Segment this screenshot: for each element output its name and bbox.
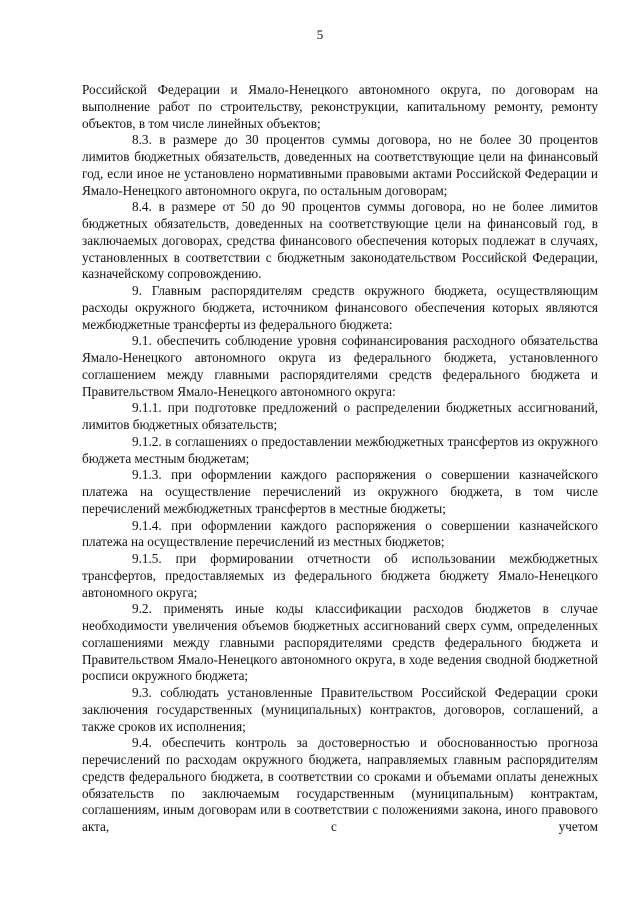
paragraph-9-1-4: 9.1.4. при оформлении каждого распоряжения о совершении казначейского платежа на осуществление перечислений из местных бюджетов;: [82, 517, 598, 550]
paragraph-9-2: 9.2. применять иные коды классификации расходов бюджетов в случае необходимости увеличения объемов бюджетных ассигнований сверх сумм, определенных соглашениями между главными распорядителями средств федерального бюджета и Правительством Ямало-Ненецкого автономного округа, в ходе ведения сводной бюджетной росписи окружного бюджета;: [82, 601, 598, 684]
paragraph-8-4: 8.4. в размере от 50 до 90 процентов суммы договора, но не более лимитов бюджетных обязательств, доведенных на соответствующие цели на финансовый год, в заключаемых договорах, средства финансового обеспечения которых подлежат в случаях, установленных в соответствии с бюджетным законодательством Российской Федерации, казначейскому сопровождению.: [82, 199, 598, 282]
paragraph-9-1-5: 9.1.5. при формировании отчетности об использовании межбюджетных трансфертов, предоставляемых из федерального бюджета бюджету Ямало-Ненецкого автономного округа;: [82, 551, 598, 600]
paragraph-9-3: 9.3. соблюдать установленные Правительством Российской Федерации сроки заключения государственных (муниципальных) контрактов, договоров, соглашений, а также сроков их исполнения;: [82, 685, 598, 734]
paragraph-9: 9. Главным распорядителям средств окружного бюджета, осуществляющим расходы окружного бюджета, источником финансового обеспечения которых являются межбюджетные трансферты из федерального бюджета:: [82, 283, 598, 332]
paragraph-9-1-2: 9.1.2. в соглашениях о предоставлении межбюджетных трансфертов из окружного бюджета местным бюджетам;: [82, 433, 598, 466]
paragraph-9-1-3: 9.1.3. при оформлении каждого распоряжения о совершении казначейского платежа на осуществление перечислений из окружного бюджета, в том числе перечислений межбюджетных трансфертов в местные бюджеты;: [82, 467, 598, 516]
paragraph-8-2-continuation: Российской Федерации и Ямало-Ненецкого автономного округа, по договорам на выполнение работ по строительству, реконструкции, капитальному ремонту, ремонту объектов, в том числе линейных объектов;: [82, 82, 598, 131]
paragraph-9-1: 9.1. обеспечить соблюдение уровня софинансирования расходного обязательства Ямало-Ненецкого автономного округа из федерального бюджета, установленного соглашением между главными распорядителями средств федерального бюджета и Правительством Ямало-Ненецкого автономного округа:: [82, 333, 598, 399]
document-body: [82, 82, 598, 836]
page-number: 5: [316, 27, 324, 42]
paragraph-8-3: 8.3. в размере до 30 процентов суммы договора, но не более 30 процентов лимитов бюджетных обязательств, доведенных на соответствующие цели на финансовый год, если иное не установлено нормативными правовыми актами Российской Федерации и Ямало-Ненецкого автономного округа, по остальным договорам;: [82, 132, 598, 198]
paragraph-9-4: 9.4. обеспечить контроль за достоверностью и обоснованностью прогноза перечислений по расходам окружного бюджета, направляемых главным распорядителям средств федерального бюджета, в соответствии со сроками и объемами оплаты денежных обязательств по заключаемым государственным (муниципальным) контрактам, соглашениям, иным договорам или в соответствии с положениями закона, иного правового акта, с учетом: [82, 735, 598, 834]
paragraph-9-1-1: 9.1.1. при подготовке предложений о распределении бюджетных ассигнований, лимитов бюджетных обязательств;: [82, 400, 598, 432]
